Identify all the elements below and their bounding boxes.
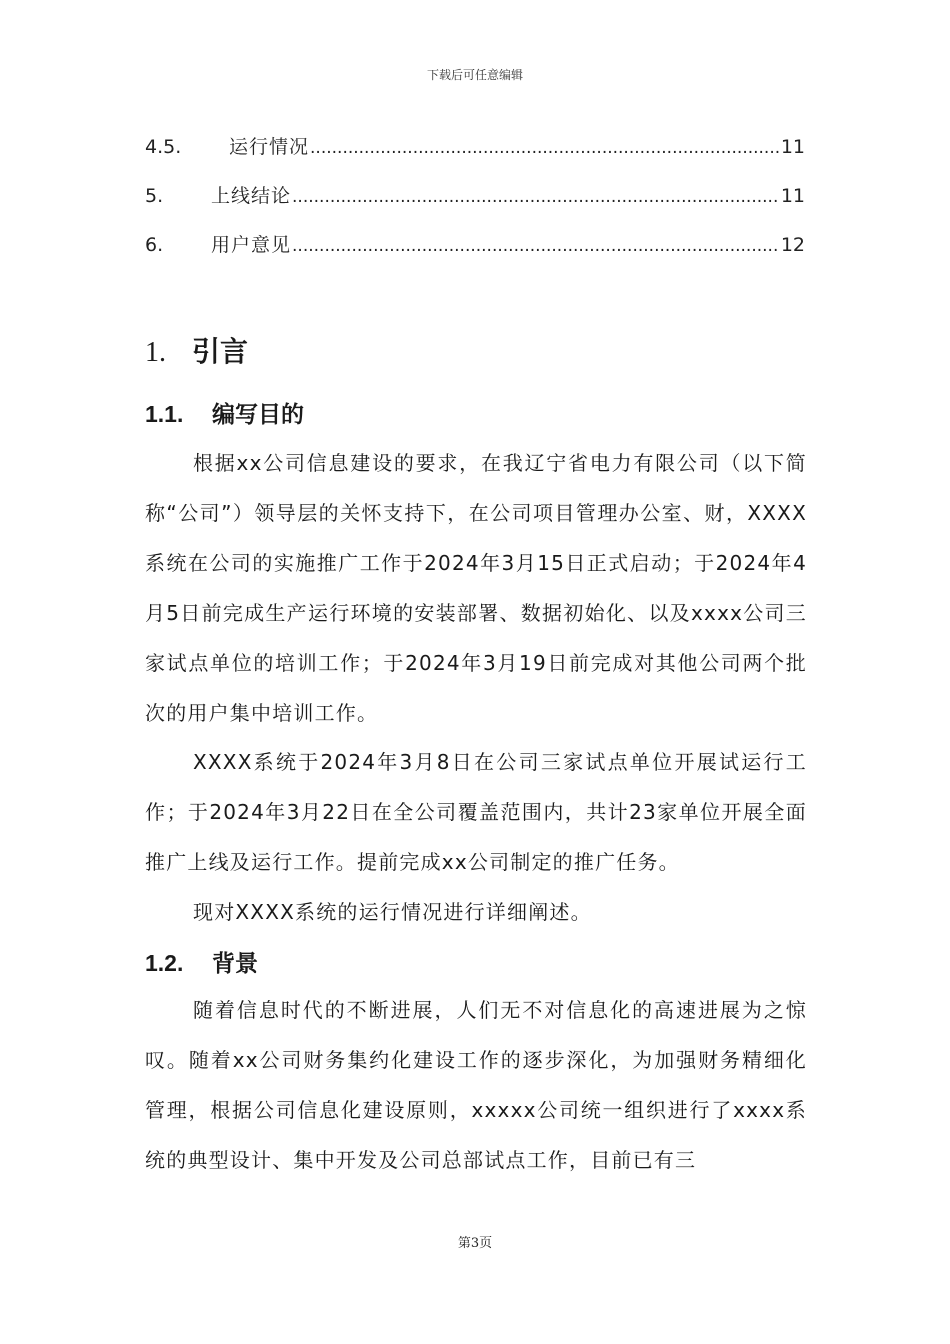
toc-leader-dots bbox=[292, 187, 780, 207]
table-of-contents bbox=[145, 132, 805, 279]
toc-page-number: 12 bbox=[780, 234, 805, 256]
section-1-1-heading bbox=[145, 396, 304, 429]
toc-title: 运行情况 bbox=[229, 136, 310, 158]
heading-title: 背景 bbox=[212, 951, 258, 977]
toc-leader-dots bbox=[310, 138, 780, 158]
toc-leader-dots bbox=[292, 236, 780, 256]
toc-entry[interactable] bbox=[145, 181, 805, 230]
toc-page-number: 11 bbox=[780, 136, 805, 158]
toc-title: 用户意见 bbox=[211, 234, 292, 256]
toc-entry[interactable] bbox=[145, 132, 805, 181]
toc-number: 5. bbox=[145, 185, 164, 207]
toc-entry[interactable] bbox=[145, 230, 805, 279]
heading-number: 1.2. bbox=[145, 950, 184, 976]
toc-number: 6. bbox=[145, 234, 164, 256]
heading-title: 编写目的 bbox=[212, 402, 304, 428]
heading-title: 引言 bbox=[192, 335, 249, 368]
section-1-2-heading bbox=[145, 945, 258, 978]
body-paragraph: 随着信息时代的不断进展，人们无不对信息化的高速进展为之惊叹。随着xx公司财务集约化建设工作的逐步深化，为加强财务精细化管理，根据公司信息化建设原则，xxxxx公司统一组织进行了xxxx系统的典型设计、集中开发及公司总部试点工作，目前已有三 bbox=[145, 998, 807, 1172]
page-header: 下载后可任意编辑 bbox=[426, 68, 523, 82]
body-paragraph: XXXX系统于2024年3月8日在公司三家试点单位开展试运行工作；于2024年3月22日在全公司覆盖范围内，共计23家单位开展全面推广上线及运行工作。提前完成xx公司制定的推广任务。 bbox=[145, 750, 807, 874]
toc-title: 上线结论 bbox=[211, 185, 292, 207]
section-1-heading bbox=[145, 330, 248, 370]
body-paragraph: 现对XXXX系统的运行情况进行详细阐述。 bbox=[193, 900, 592, 924]
heading-number: 1. bbox=[145, 337, 166, 368]
toc-number: 4.5. bbox=[145, 136, 182, 158]
body-paragraph: 根据xx公司信息建设的要求，在我辽宁省电力有限公司（以下简称“公司”）领导层的关怀支持下，在公司项目管理办公室、财，XXXX系统在公司的实施推广工作于2024年3月15日正式启动；于2024年4月5日前完成生产运行环境的安装部署、数据初始化、以及xxxx公司三家试点单位的培训工作；于2024年3月19日前完成对其他公司两个批次的用户集中培训工作。 bbox=[145, 451, 807, 725]
toc-page-number: 11 bbox=[780, 185, 805, 207]
page-footer: 第3页 bbox=[457, 1236, 493, 1251]
heading-number: 1.1. bbox=[145, 401, 184, 427]
